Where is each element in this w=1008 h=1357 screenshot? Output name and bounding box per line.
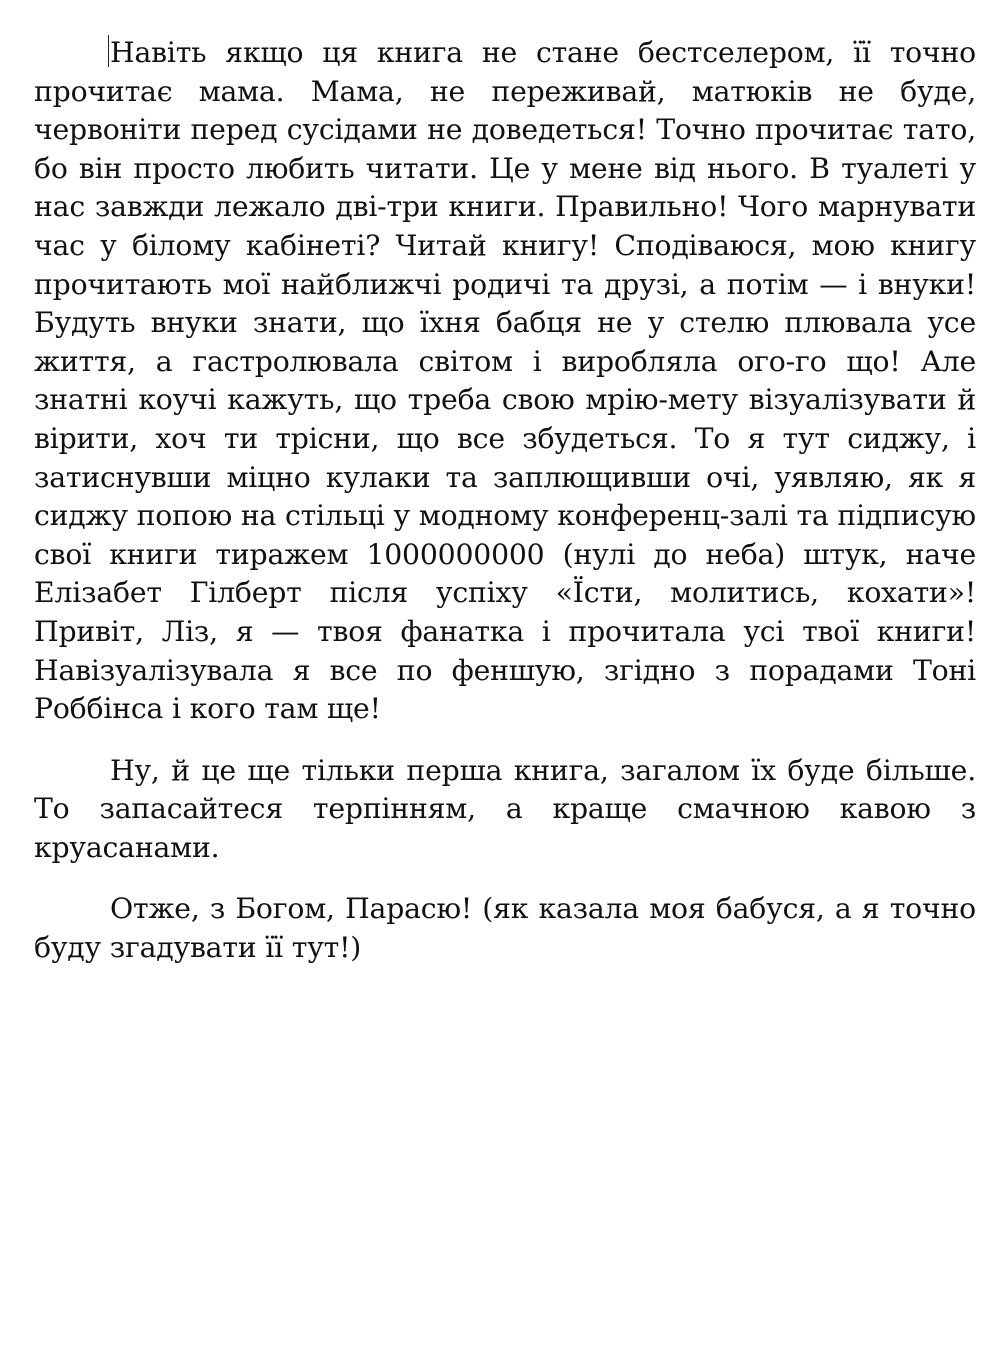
paragraph-1[interactable] bbox=[34, 34, 976, 729]
page-text[interactable] bbox=[34, 34, 976, 991]
paragraph-3[interactable] bbox=[34, 890, 976, 967]
paragraph-2[interactable] bbox=[34, 752, 976, 868]
text-cursor bbox=[108, 35, 109, 67]
paragraph-3-text: Отже, з Богом, Парасю! (як казала моя бабуся, а я точно буду згадувати її тут!) bbox=[34, 892, 976, 965]
paragraph-1-text: Навіть якщо ця книга не стане бестселером, її точно прочитає мама. Мама, не переживай, матюків не буде, червоніти перед сусідами не доведеться! Точно прочитає тато, бо він просто любить читати. Це у мене від нього. В туалеті у нас завжди лежало дві-три книги. Правильно! Чого марнувати час у білому кабінеті? Читай книгу! Сподіваюся, мою книгу прочитають мої найближчі родичі та друзі, а потім — і внуки! Будуть внуки знати, що їхня бабця не у стелю плювала усе життя, а гастролювала світом і виробляла ого-го що! Але знатні коучі кажуть, що треба свою мрію-мету візуалізувати й вірити, хоч ти трісни, що все збудеться. То я тут сиджу, і затиснувши міцно кулаки та заплющивши очі, уявляю, як я сиджу попою на стільці у модному конференц-залі та підписую свої книги тиражем 1000000000 (нулі до неба) штук, наче Елізабет Гілберт після успіху «Їсти, молитись, кохати»! Привіт, Ліз, я — твоя фанатка і прочитала усі твої книги! Навізуалізувала я все по феншую, згідно з порадами Тоні Роббінса і кого там ще! bbox=[34, 36, 976, 726]
paragraph-2-text: Ну, й це ще тільки перша книга, загалом їх буде більше. То запасайтеся терпінням, а краще смачною кавою з круасанами. bbox=[34, 753, 976, 864]
